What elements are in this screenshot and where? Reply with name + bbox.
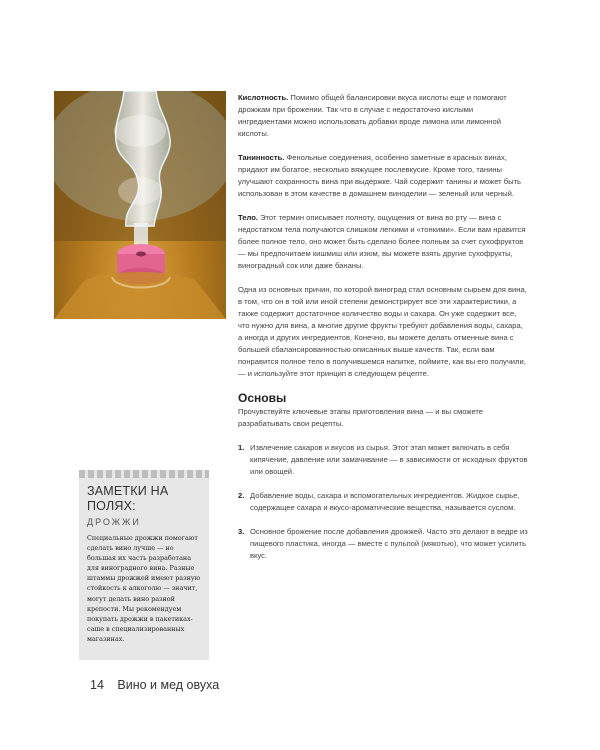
step-text: Добавление воды, сахара и вспомогательных ингредиентов. Жидкое сырье, содержащее сахара и вкусо-ароматические вещества, называется суслом. xyxy=(250,491,520,512)
acidity-paragraph xyxy=(238,92,528,140)
step-text: Основное брожение после добавления дрожжей. Часто это делают в ведре из пищевого пластика, иногда — вместе с пульпой (мякотью), что может усилить вкус. xyxy=(250,527,528,560)
acidity-text: Помимо общей балансировки вкуса кислоты еще и помогают дрожжам при брожении. Так что в случае с недостаточно кислыми ингредиентами можно использовать добавки вроде лимона или лимонной кислоты. xyxy=(238,93,507,138)
step-number: 3. xyxy=(238,527,245,536)
page-number: 14 xyxy=(90,678,104,692)
tannin-term: Танинность. xyxy=(238,153,285,162)
step-item xyxy=(238,490,528,514)
page-footer xyxy=(90,678,219,692)
tannin-paragraph xyxy=(238,152,528,200)
notes-stripe xyxy=(79,470,209,478)
body-text: Этот термин описывает полноту, ощущения от вина во рту — вина с недостатком тела получаются слишком легкими и «тонкими». Если вам нравится более полное тело, оно может быть сделано более полным за счет сухофруктов — мы предпочитаем кишмиш или изюм, вы можете взять другие сухофрукты, виноградный сок или даже бананы. xyxy=(238,213,526,270)
step-number: 2. xyxy=(238,491,245,500)
notes-body: Специальные дрожжи помогают сделать вино лучше — но большая их часть разработана для виноградного вина. Разные штаммы дрожжей имеют разную стойкость к алкоголю — значит, могут делать вино разной крепости. Мы рекомендуем покупать дрожжи в пакетиках-саше в специализированных магазинах. xyxy=(87,534,201,643)
notes-subtitle: ДРОЖЖИ xyxy=(87,517,141,527)
tannin-text: Фенольные соединения, особенно заметные в красных винах, придают им богатое, несколько вяжущее послевкусие. Кроме того, танины улучшают сохранность вина при выдержке. Чай содержит танины и может быть использован в этом качестве в домашнем виноделии — зеленый или черный. xyxy=(238,153,522,198)
section-intro: Прочувствуйте ключевые этапы приготовления вина — и вы сможете разрабатывать свои рецепты. xyxy=(238,407,484,428)
step-text: Извлечение сахаров и вкусов из сырья. Этот этап может включать в себя кипячение, давление или замачивание — в зависимости от исходных фруктов или овощей. xyxy=(250,443,528,476)
grape-paragraph: Одна из основных причин, по которой виноград стал основным сырьем для вина, в том, что он в той или иной степени демонстрирует все эти характеристики, а также содержит достаточное количество воды и сахара. Он уже содержит все, что нужно для вина, а многие другие фрукты требуют добавления воды, сахара, а иногда и других ингредиентов. Конечно, вы можете делать отменные вина с большей сбалансированностью описанных выше качеств. Так, если вам понравится полное тело в получившемся напитке, поймите, как вы его получили, — и используйте этот принцип в следующем рецепте. xyxy=(238,285,527,378)
body-paragraph xyxy=(238,212,528,272)
steps-list xyxy=(238,442,528,562)
step-item xyxy=(238,442,528,478)
book-title: Вино и мед овуха xyxy=(117,678,220,692)
airlock-illustration xyxy=(54,91,226,319)
sidebar-notes-box xyxy=(79,470,209,660)
section-heading: Основы xyxy=(238,391,287,405)
main-text-column xyxy=(238,92,528,574)
step-number: 1. xyxy=(238,443,245,452)
airlock-photo xyxy=(54,91,226,319)
notes-title: ЗАМЕТКИ НА ПОЛЯХ: xyxy=(87,484,169,513)
body-term: Тело. xyxy=(238,213,258,222)
step-item xyxy=(238,526,528,562)
acidity-term: Кислотность. xyxy=(238,93,289,102)
